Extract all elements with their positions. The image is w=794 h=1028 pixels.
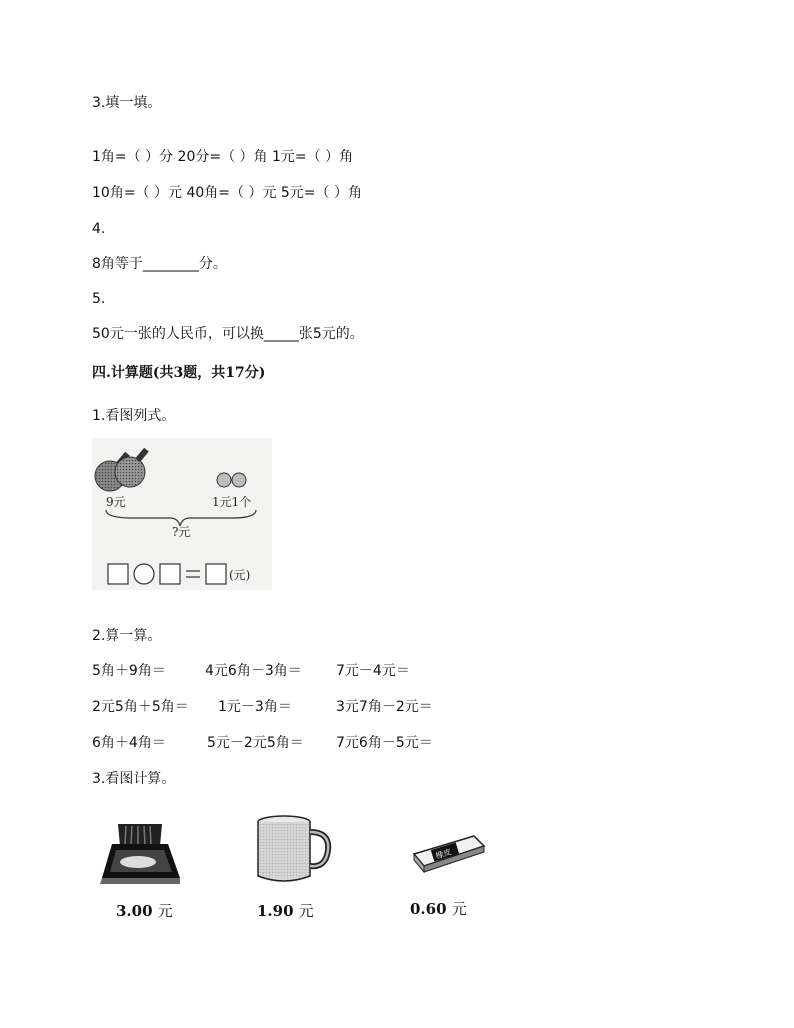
q4-number: 4.: [92, 221, 106, 237]
calc1-title: 1.看图列式。: [92, 408, 176, 424]
operator-circle[interactable]: [134, 564, 154, 584]
answer-unit: (元): [229, 568, 251, 582]
price-value: 1.90: [257, 902, 294, 920]
price-unit: 元: [157, 902, 173, 920]
calc2-item: 5元－2元5角＝: [207, 735, 304, 751]
price-unit: 元: [451, 900, 467, 918]
left-price-label: 9元: [106, 495, 126, 509]
calc2-item: 6角＋4角＝: [92, 735, 166, 751]
q4-text: 8角等于________分。: [92, 256, 227, 272]
money-diagram-figure: [92, 438, 272, 590]
calc2-item: 4元6角－3角＝: [205, 663, 302, 679]
price-pencil-box: [116, 900, 173, 921]
answer-box[interactable]: [108, 564, 128, 584]
calc2-item: 7元－4元＝: [336, 663, 410, 679]
price-unit: 元: [298, 902, 314, 920]
calc2-item: 3元7角－2元＝: [336, 699, 433, 715]
eraser-label: 橡皮: [434, 847, 453, 861]
calc2-item: 5角＋9角＝: [92, 663, 166, 679]
question-label: ?元: [172, 525, 191, 539]
calc2-title: 2.算一算。: [92, 628, 162, 644]
eraser-icon: [408, 830, 488, 874]
price-eraser: [410, 898, 467, 919]
q3-row-1: 1角=（ ）分 20分=（ ）角 1元=（ ）角: [92, 149, 354, 165]
price-value: 0.60: [410, 900, 447, 918]
calc3-title: 3.看图计算。: [92, 771, 176, 787]
q3-row-2: 10角=（ ）元 40角=（ ）元 5元=（ ）角: [92, 185, 362, 201]
right-price-label: 1元1个: [212, 495, 252, 509]
section-4-title: 四.计算题(共3题，共17分): [92, 365, 266, 381]
q5-number: 5.: [92, 291, 106, 307]
answer-box[interactable]: [160, 564, 180, 584]
pencil-box-icon: [98, 822, 182, 886]
calc2-item: 1元－3角＝: [218, 699, 292, 715]
price-mug: [257, 900, 314, 921]
q5-text: 50元一张的人民币，可以换_____张5元的。: [92, 326, 364, 342]
calc2-item: 7元6角－5元＝: [336, 735, 433, 751]
calc2-item: 2元5角＋5角＝: [92, 699, 189, 715]
answer-box[interactable]: [206, 564, 226, 584]
q3-title: 3.填一填。: [92, 95, 162, 111]
price-value: 3.00: [116, 902, 153, 920]
mug-icon: [250, 814, 334, 886]
